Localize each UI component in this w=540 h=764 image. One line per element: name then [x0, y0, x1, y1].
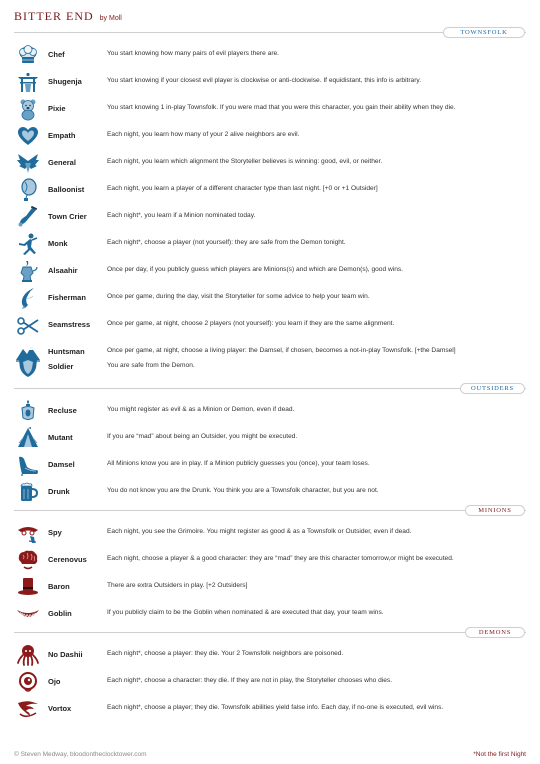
section-divider-demons — [14, 632, 526, 633]
character-row-goblin — [0, 603, 540, 625]
character-name: Monk — [48, 239, 68, 248]
character-row-cerenovus — [0, 549, 540, 571]
character-name: Huntsman — [48, 347, 85, 356]
top-hat-icon — [16, 575, 40, 599]
character-row-vortox — [0, 698, 540, 720]
character-ability: Each night*, you learn if a Minion nominated today. — [107, 212, 256, 219]
section-label-minions: MINIONS — [465, 505, 525, 516]
character-name: Alsaahir — [48, 266, 78, 275]
character-row-recluse — [0, 400, 540, 422]
section-divider-minions — [14, 510, 526, 511]
character-row-pixie — [0, 98, 540, 120]
character-ability: You start knowing if your closest evil player is clockwise or anti-clockwise. If equidistant, this info is arbitrary. — [107, 77, 422, 84]
teddy-bear-icon — [16, 97, 40, 121]
character-row-mutant — [0, 427, 540, 449]
balloon-icon — [16, 178, 40, 202]
character-ability: Each night, you learn how many of your 2 alive neighbors are evil. — [107, 131, 300, 138]
character-name: Empath — [48, 131, 76, 140]
script-author: by Moll — [99, 15, 122, 22]
character-name: Soldier — [48, 362, 74, 371]
heart-icon — [16, 124, 40, 148]
character-ability: You start knowing how many pairs of evil players there are. — [107, 50, 280, 57]
footer-note: *Not the first Night — [473, 751, 526, 758]
octopus-icon — [16, 643, 40, 667]
chef-hat-icon — [16, 43, 40, 67]
character-row-baron — [0, 576, 540, 598]
spy-icon — [16, 521, 40, 545]
character-ability: Each night*, choose a player (not yourself): they are safe from the Demon tonight. — [107, 239, 346, 246]
character-row-empath — [0, 125, 540, 147]
grin-icon — [16, 602, 40, 626]
character-ability: Each night, you see the Grimoire. You might register as good & as a Townsfolk or Outsider, even if dead. — [107, 528, 412, 535]
character-name: Shugenja — [48, 77, 82, 86]
character-name: Cerenovus — [48, 555, 87, 564]
script-title: BITTER END — [14, 9, 94, 23]
character-name: Recluse — [48, 406, 77, 415]
bell-icon — [16, 205, 40, 229]
character-name: Mutant — [48, 433, 73, 442]
lantern-icon — [16, 399, 40, 423]
character-row-monk — [0, 233, 540, 255]
script-header — [14, 9, 122, 25]
fish-icon — [16, 286, 40, 310]
character-row-seamstress — [0, 314, 540, 336]
character-ability: Each night*, choose a character: they die. If they are not in play, the Storyteller chooses who dies. — [107, 677, 393, 684]
character-name: Town Crier — [48, 212, 87, 221]
character-name: Pixie — [48, 104, 66, 113]
character-row-general — [0, 152, 540, 174]
character-ability: Once per game, during the day, visit the Storyteller for some advice to help your team win. — [107, 293, 370, 300]
character-ability: There are extra Outsiders in play. [+2 Outsiders] — [107, 582, 248, 589]
character-row-soldier — [0, 356, 540, 378]
character-name: Baron — [48, 582, 70, 591]
mug-icon — [16, 480, 40, 504]
character-ability: Once per day, if you publicly guess which players are Minions(s) and which are Demon(s), good wins. — [107, 266, 403, 273]
character-name: General — [48, 158, 76, 167]
character-row-spy — [0, 522, 540, 544]
slipper-icon — [16, 453, 40, 477]
character-ability: You are safe from the Demon. — [107, 362, 195, 369]
section-label-demons: DEMONS — [465, 627, 525, 638]
character-ability: Once per game, at night, choose a living player: the Damsel, if chosen, becomes a not-in-play Townsfolk. [+the Damsel] — [107, 347, 456, 354]
character-ability: Each night, you learn a player of a different character type than last night. [+0 or +1 Outsider] — [107, 185, 378, 192]
wings-icon — [16, 151, 40, 175]
vortex-icon — [16, 697, 40, 721]
lamp-icon — [16, 259, 40, 283]
character-row-chef — [0, 44, 540, 66]
character-name: Ojo — [48, 677, 61, 686]
character-ability: Each night, you learn which alignment the Storyteller believes is winning: good, evil, or neither. — [107, 158, 383, 165]
character-ability: You start knowing 1 in-play Townsfolk. If you were mad that you were this character, you gain their ability when they die. — [107, 104, 456, 111]
character-row-no-dashii — [0, 644, 540, 666]
tent-icon — [16, 426, 40, 450]
character-row-drunk — [0, 481, 540, 503]
character-ability: Each night, choose a player & a good character: they are “mad” they are this character tomorrow,or might be executed. — [107, 555, 454, 562]
character-name: Drunk — [48, 487, 70, 496]
character-row-ojo — [0, 671, 540, 693]
character-ability: If you are “mad” about being an Outsider, you might be executed. — [107, 433, 298, 440]
character-name: Vortox — [48, 704, 72, 713]
shrine-icon — [16, 70, 40, 94]
section-label-townsfolk: TOWNSFOLK — [443, 27, 525, 38]
monk-icon — [16, 232, 40, 256]
section-divider-outsiders — [14, 388, 526, 389]
character-name: Damsel — [48, 460, 75, 469]
scissors-icon — [16, 313, 40, 337]
brain-icon — [16, 548, 40, 572]
character-row-fisherman — [0, 287, 540, 309]
character-ability: If you publicly claim to be the Goblin when nominated & are executed that day, your team wins. — [107, 609, 384, 616]
section-label-outsiders: OUTSIDERS — [460, 383, 525, 394]
character-row-alsaahir — [0, 260, 540, 282]
character-name: Goblin — [48, 609, 72, 618]
character-ability: All Minions know you are in play. If a Minion publicly guesses you (once), your team loses. — [107, 460, 370, 467]
character-ability: Each night*, choose a player: they die. Your 2 Townsfolk neighbors are poisoned. — [107, 650, 344, 657]
character-ability: You might register as evil & as a Minion or Demon, even if dead. — [107, 406, 295, 413]
shield-icon — [16, 355, 40, 379]
footer-credit: © Steven Medway, bloodontheclocktower.com — [14, 751, 147, 758]
character-row-damsel — [0, 454, 540, 476]
character-name: Spy — [48, 528, 62, 537]
character-name: Chef — [48, 50, 65, 59]
character-ability: Each night*, choose a player; they die. Townsfolk abilities yield false info. Each day, if no-one is executed, evil wins. — [107, 704, 444, 711]
character-name: Seamstress — [48, 320, 91, 329]
character-ability: You do not know you are the Drunk. You think you are a Townsfolk character, but you are not. — [107, 487, 379, 494]
character-row-shugenja — [0, 71, 540, 93]
eye-icon — [16, 670, 40, 694]
character-name: Fisherman — [48, 293, 86, 302]
character-row-town-crier — [0, 206, 540, 228]
character-ability: Once per game, at night, choose 2 players (not yourself): you learn if they are the same alignment. — [107, 320, 395, 327]
character-row-balloonist — [0, 179, 540, 201]
character-name: Balloonist — [48, 185, 85, 194]
character-name: No Dashii — [48, 650, 83, 659]
